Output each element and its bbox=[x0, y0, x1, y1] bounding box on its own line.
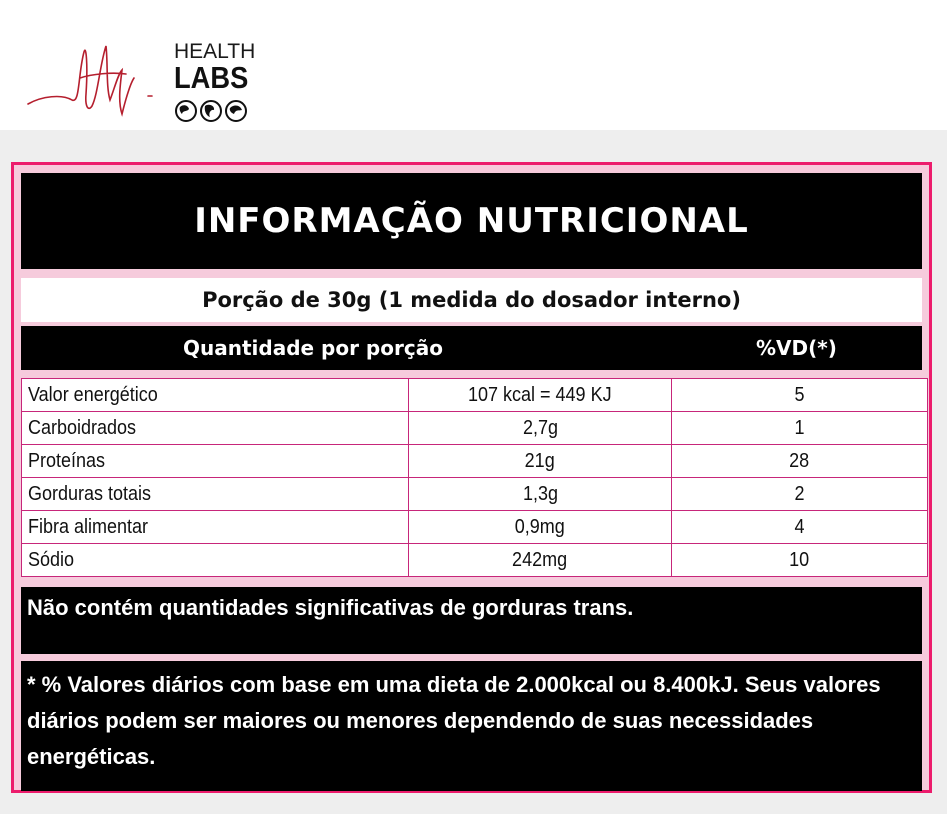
table-row bbox=[22, 478, 928, 511]
brand-labs-text: LABS bbox=[174, 60, 249, 95]
nutrient-amount-cell bbox=[409, 412, 672, 445]
nutrient-name: Fibra alimentar bbox=[28, 515, 149, 538]
nutrient-vd: 10 bbox=[789, 548, 810, 571]
nutrient-name: Carboidrados bbox=[28, 416, 137, 439]
nutrient-vd-cell bbox=[672, 412, 928, 445]
nutrient-vd-cell bbox=[672, 478, 928, 511]
nutrient-name: Sódio bbox=[28, 548, 75, 571]
nutrient-vd: 1 bbox=[794, 416, 805, 439]
nutrient-name: Proteínas bbox=[28, 449, 106, 472]
nutrient-name: Gorduras totais bbox=[28, 482, 152, 505]
footnote-bar bbox=[21, 661, 922, 791]
brand-logo bbox=[170, 40, 260, 130]
nutrient-amount: 242mg bbox=[512, 548, 568, 571]
table-row bbox=[22, 445, 928, 478]
signature-logo bbox=[22, 34, 162, 126]
nutrient-vd: 2 bbox=[794, 482, 805, 505]
nutrient-name-cell bbox=[22, 445, 409, 478]
nutrient-amount-cell bbox=[409, 478, 672, 511]
nutrition-table bbox=[21, 378, 928, 577]
portion-text: Porção de 30g (1 medida do dosador interno) bbox=[202, 288, 741, 312]
nutrient-vd: 5 bbox=[794, 383, 805, 406]
nutrient-vd-cell bbox=[672, 544, 928, 577]
table-row bbox=[22, 412, 928, 445]
nutrition-label bbox=[11, 162, 932, 793]
trans-note: Não contém quantidades significativas de gorduras trans. bbox=[27, 595, 634, 620]
header-vd: %VD(*) bbox=[756, 336, 837, 360]
header-quantity: Quantidade por porção bbox=[183, 336, 443, 360]
nutrient-vd: 28 bbox=[789, 449, 810, 472]
nutrient-amount: 21g bbox=[524, 449, 556, 472]
footnote: * % Valores diários com base em uma dieta de 2.000kcal ou 8.400kJ. Seus valores diários podem ser maiores ou menores dependendo de suas necessidades energéticas. bbox=[27, 672, 881, 769]
nutrient-amount-cell bbox=[409, 445, 672, 478]
nutrient-name-cell bbox=[22, 379, 409, 412]
table-row bbox=[22, 379, 928, 412]
nutrient-amount: 107 kcal = 449 KJ bbox=[468, 383, 612, 406]
globes-icon bbox=[174, 98, 248, 124]
portion-bar bbox=[21, 278, 922, 322]
title-bar bbox=[21, 173, 922, 269]
nutrient-name: Valor energético bbox=[28, 383, 158, 406]
nutrient-name-cell bbox=[22, 511, 409, 544]
table-row bbox=[22, 511, 928, 544]
nutrient-name-cell bbox=[22, 412, 409, 445]
nutrient-vd-cell bbox=[672, 445, 928, 478]
trans-note-bar bbox=[21, 587, 922, 654]
label-title: INFORMAÇÃO NUTRICIONAL bbox=[194, 201, 749, 241]
column-header-bar bbox=[21, 326, 922, 370]
table-row bbox=[22, 544, 928, 577]
nutrient-vd-cell bbox=[672, 379, 928, 412]
nutrient-amount-cell bbox=[409, 544, 672, 577]
nutrient-amount: 2,7g bbox=[522, 416, 558, 439]
nutrient-amount: 1,3g bbox=[522, 482, 558, 505]
nutrient-name-cell bbox=[22, 478, 409, 511]
nutrient-amount: 0,9mg bbox=[514, 515, 566, 538]
nutrient-vd-cell bbox=[672, 511, 928, 544]
nutrient-vd: 4 bbox=[794, 515, 805, 538]
brand-health-text: HEALTH bbox=[174, 40, 256, 63]
nutrient-name-cell bbox=[22, 544, 409, 577]
header-area bbox=[0, 0, 947, 130]
nutrient-amount-cell bbox=[409, 379, 672, 412]
nutrient-amount-cell bbox=[409, 511, 672, 544]
